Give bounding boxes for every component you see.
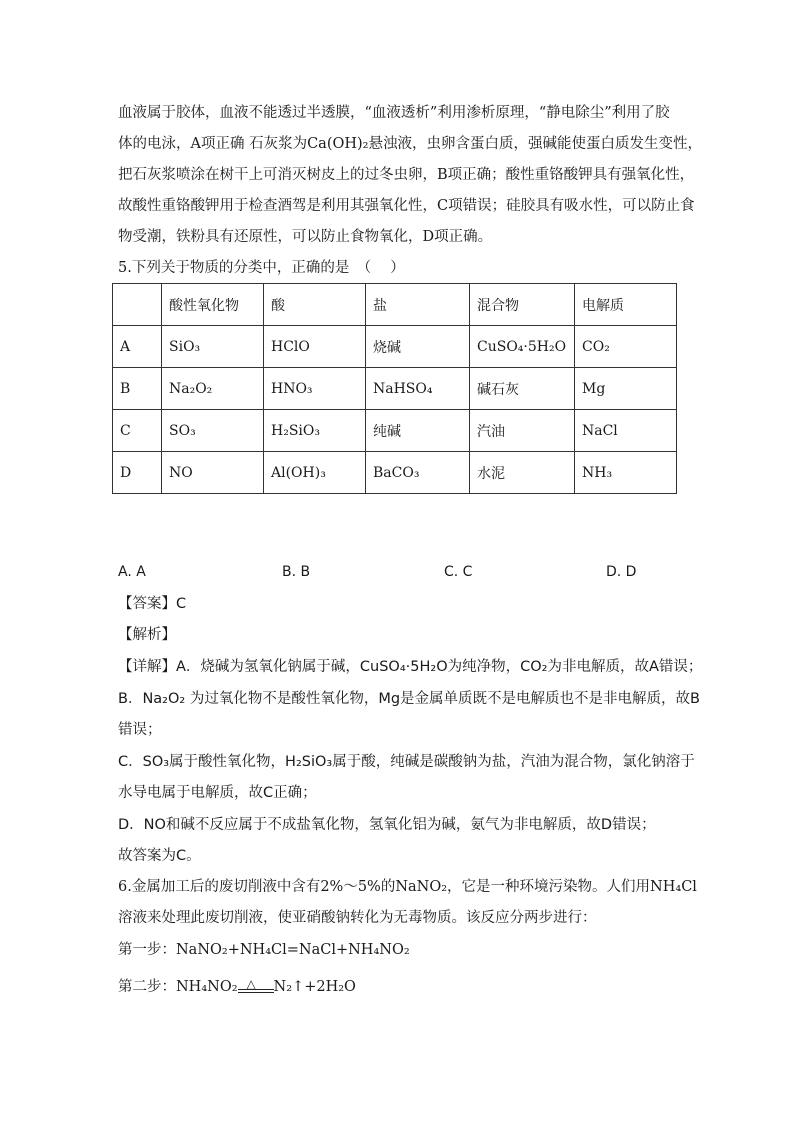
heat-triangle-icon: △: [246, 977, 256, 991]
explanation-line: 【详解】A．烧碱为氢氧化钠属于碱，CuSO₄·5H₂O为纯净物，CO₂为非电解质，故A错误；: [118, 659, 703, 675]
table-cell: 烧碱: [366, 326, 470, 368]
table-cell: 碱石灰: [470, 368, 575, 410]
option-d: D. D: [606, 564, 637, 580]
row-label: D: [113, 452, 162, 494]
table-cell: H₂SiO₃: [264, 410, 366, 452]
table-row: [113, 410, 677, 452]
table-cell: NaCl: [575, 410, 677, 452]
table-cell: 纯碱: [366, 410, 470, 452]
question-6-line: 6.金属加工后的废切削液中含有2%～5%的NaNO₂，它是一种环境污染物。人们用NH₄Cl: [118, 879, 697, 895]
table-cell: Mg: [575, 368, 677, 410]
table-cell: BaCO₃: [366, 452, 470, 494]
table-cell: NaHSO₄: [366, 368, 470, 410]
table-row: [113, 452, 677, 494]
explanation-line: B．Na₂O₂ 为过氧化物不是酸性氧化物，Mg是金属单质既不是电解质也不是非电解质，故B: [118, 691, 700, 707]
intro-line: 体的电泳，A项正确 石灰浆为Ca(OH)₂悬浊液，虫卵含蛋白质，强碱能使蛋白质发生变性，: [118, 136, 702, 152]
table-cell: 汽油: [470, 410, 575, 452]
table-header-row: [113, 284, 677, 326]
intro-line: 血液属于胶体，血液不能透过半透膜，“血液透析”利用渗析原理，“静电除尘”利用了胶: [118, 105, 670, 121]
table-cell: HNO₃: [264, 368, 366, 410]
table-cell: [113, 284, 162, 326]
explanation-line: D．NO和碱不反应属于不成盐氧化物，氢氧化铝为碱，氨气为非电解质，故D错误；: [118, 817, 656, 833]
heat-condition-arrow: [238, 975, 274, 993]
table-header: 电解质: [575, 284, 677, 326]
row-label: B: [113, 368, 162, 410]
table-cell: NH₃: [575, 452, 677, 494]
step2-reactant: 第二步：NH₄NO₂: [118, 979, 238, 995]
table-cell: 水泥: [470, 452, 575, 494]
table-cell: CuSO₄·5H₂O: [470, 326, 575, 368]
table-cell: SiO₃: [162, 326, 264, 368]
reaction-step-2: [118, 975, 356, 997]
table-header: 酸: [264, 284, 366, 326]
table-row: [113, 326, 677, 368]
reaction-step-1: 第一步：NaNO₂+NH₄Cl=NaCl+NH₄NO₂: [118, 942, 410, 958]
option-b: B. B: [282, 564, 311, 580]
intro-line: 故酸性重铬酸钾用于检查酒驾是利用其强氧化性，C项错误；硅胶具有吸水性，可以防止食: [118, 198, 695, 214]
intro-line: 物受潮，铁粉具有还原性，可以防止食物氧化，D项正确。: [118, 229, 493, 245]
question-5-stem: 5.下列关于物质的分类中，正确的是 （ ）: [118, 260, 405, 276]
table-cell: NO: [162, 452, 264, 494]
table-cell: SO₃: [162, 410, 264, 452]
answer-label: 【答案】C: [118, 596, 187, 612]
table-cell: Al(OH)₃: [264, 452, 366, 494]
question-6-line: 溶液来处理此废切削液，使亚硝酸钠转化为无毒物质。该反应分两步进行：: [118, 910, 597, 926]
analysis-title: 【解析】: [118, 627, 176, 643]
explanation-line: 错误；: [118, 722, 162, 738]
step2-products: N₂↑+2H₂O: [273, 979, 356, 995]
explanation-line: C．SO₃属于酸性氧化物，H₂SiO₃属于酸，纯碱是碳酸钠为盐，汽油为混合物，氯化钠溶于: [118, 754, 695, 770]
intro-line: 把石灰浆喷涂在树干上可消灭树皮上的过冬虫卵，B项正确；酸性重铬酸钾具有强氧化性，: [118, 167, 695, 183]
table-header: 盐: [366, 284, 470, 326]
row-label: A: [113, 326, 162, 368]
table-row: [113, 368, 677, 410]
explanation-line: 故答案为C。: [118, 848, 201, 864]
table-cell: Na₂O₂: [162, 368, 264, 410]
classification-table: [112, 283, 677, 494]
row-label: C: [113, 410, 162, 452]
table-header: 酸性氧化物: [162, 284, 264, 326]
option-a: A. A: [118, 564, 146, 580]
table-cell: CO₂: [575, 326, 677, 368]
explanation-line: 水导电属于电解质，故C正确；: [118, 785, 317, 801]
option-c: C. C: [444, 564, 473, 580]
table-cell: HClO: [264, 326, 366, 368]
table-header: 混合物: [470, 284, 575, 326]
